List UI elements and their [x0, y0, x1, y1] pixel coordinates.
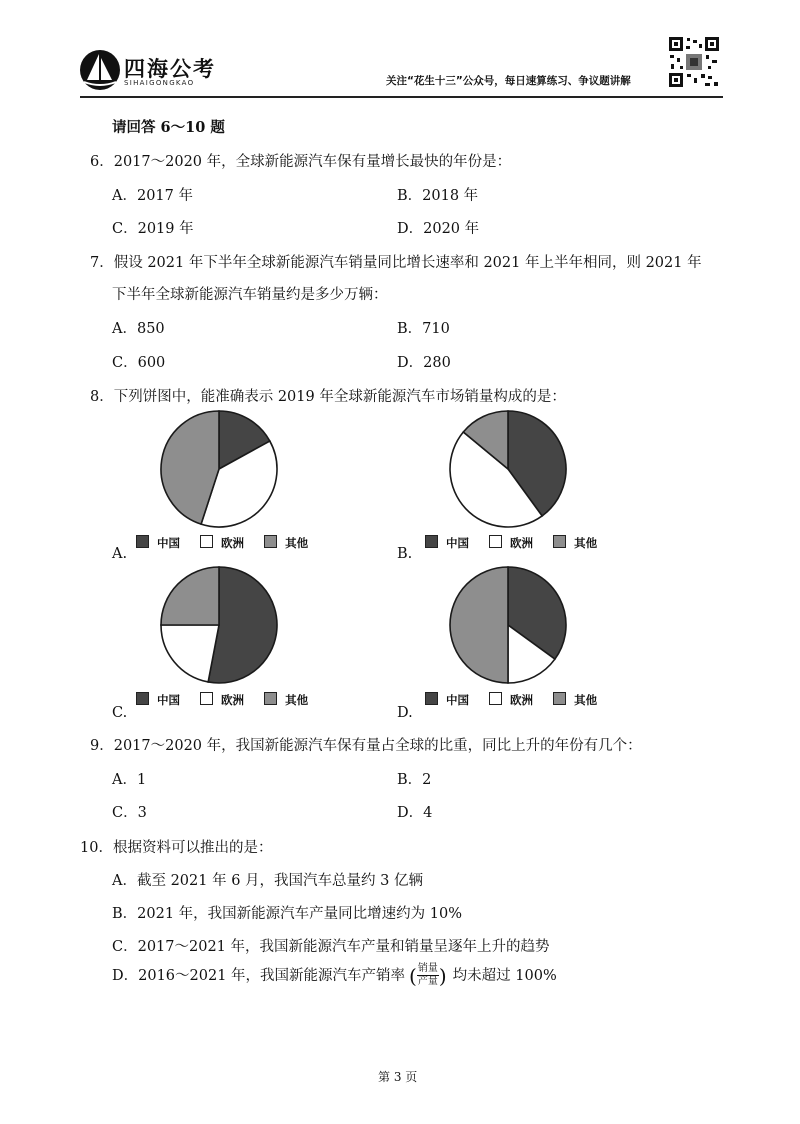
sailboat-logo-icon — [78, 48, 122, 92]
q6-option-d: D．2020 年 — [397, 221, 480, 237]
legend-europe-swatch — [489, 535, 502, 548]
fraction-paren-open: ( — [409, 963, 417, 988]
q8-option-a: A. — [112, 546, 128, 562]
legend-a — [136, 535, 308, 551]
q6-option-c: C．2019 年 — [112, 221, 194, 237]
page-number: 第 3 页 — [378, 1070, 418, 1084]
q7-stem-line2: 下半年全球新能源汽车销量约是多少万辆： — [112, 287, 388, 303]
legend-china-swatch — [425, 535, 438, 548]
q10-stem: 10．根据资料可以推出的是： — [80, 840, 273, 856]
qr-code-icon — [668, 36, 720, 88]
fraction-denominator: 产量 — [417, 976, 438, 987]
legend-china-label: 中国 — [446, 693, 470, 707]
header-divider — [80, 96, 723, 98]
q10-option-b: B．2021 年，我国新能源汽车产量同比增速约为 10% — [112, 906, 463, 922]
legend-china-swatch — [136, 692, 149, 705]
q9-stem: 9．2017～2020 年，我国新能源汽车保有量占全球的比重，同比上升的年份有几个： — [90, 738, 642, 754]
legend-europe-label: 欧洲 — [221, 693, 245, 707]
brand-subtitle: SIHAIGONGKAO — [124, 79, 195, 87]
q8-stem: 8．下列饼图中，能准确表示 2019 年全球新能源汽车市场销量构成的是： — [90, 389, 566, 405]
section-intro: 请回答 6～10 题 — [112, 119, 225, 136]
q7-option-d: D．280 — [397, 355, 451, 371]
qr-code — [668, 36, 720, 88]
q8-option-b: B. — [397, 546, 413, 562]
pie-chart-c — [158, 564, 280, 686]
q8-option-d: D. — [397, 705, 413, 721]
legend-other-label: 其他 — [285, 536, 309, 550]
q10-option-a: A．截至 2021 年 6 月，我国汽车总量约 3 亿辆 — [112, 873, 423, 889]
fraction-paren-close: ) — [438, 963, 447, 988]
legend-other-label: 其他 — [285, 693, 309, 707]
legend-other-label: 其他 — [574, 536, 598, 550]
legend-europe-swatch — [200, 692, 213, 705]
q7-option-b: B．710 — [397, 321, 450, 337]
legend-other-swatch — [553, 535, 566, 548]
q6-option-a: A．2017 年 — [112, 188, 193, 204]
pie-chart-d — [447, 564, 569, 686]
q10-option-d-suffix: 均未超过 100% — [452, 967, 557, 984]
legend-b — [425, 535, 597, 551]
fraction-numerator: 销量 — [417, 963, 438, 974]
q8-option-c: C. — [112, 705, 128, 721]
legend-china-label: 中国 — [157, 693, 181, 707]
legend-china-swatch — [425, 692, 438, 705]
q9-option-d: D．4 — [397, 805, 433, 821]
legend-china-label: 中国 — [446, 536, 470, 550]
legend-europe-label: 欧洲 — [221, 536, 245, 550]
legend-other-swatch — [264, 692, 277, 705]
pie-slice-other — [450, 567, 508, 683]
legend-other-swatch — [553, 692, 566, 705]
legend-other-swatch — [264, 535, 277, 548]
fraction — [417, 963, 439, 988]
brand-logo — [78, 48, 122, 92]
legend-europe-swatch — [489, 692, 502, 705]
q9-option-c: C．3 — [112, 805, 147, 821]
pie-slice-other — [161, 567, 219, 625]
pie-chart-b — [447, 408, 569, 530]
legend-c — [136, 692, 308, 708]
legend-europe-label: 欧洲 — [510, 536, 534, 550]
pie-chart-a — [158, 408, 280, 530]
q10-option-d — [112, 963, 557, 988]
q7-option-c: C．600 — [112, 355, 166, 371]
q7-option-a: A．850 — [112, 321, 165, 337]
q10-option-c: C．2017～2021 年，我国新能源汽车产量和销量呈逐年上升的趋势 — [112, 939, 550, 955]
legend-china-swatch — [136, 535, 149, 548]
pie-slice-europe — [161, 625, 219, 682]
q9-option-b: B．2 — [397, 772, 432, 788]
q6-stem: 6．2017～2020 年，全球新能源汽车保有量增长最快的年份是： — [90, 154, 512, 170]
legend-europe-label: 欧洲 — [510, 693, 534, 707]
brand-name: 四海公考 — [124, 57, 216, 81]
q10-option-d-prefix: D．2016～2021 年，我国新能源汽车产销率 — [112, 967, 406, 984]
legend-europe-swatch — [200, 535, 213, 548]
q7-stem-line1: 7．假设 2021 年下半年全球新能源汽车销量同比增长速率和 2021 年上半年相同，则 2021 年 — [90, 255, 702, 271]
header-slogan: 关注“花生十三”公众号，每日速算练习、争议题讲解 — [386, 75, 631, 87]
legend-china-label: 中国 — [157, 536, 181, 550]
q9-option-a: A．1 — [112, 772, 147, 788]
legend-d — [425, 692, 597, 708]
q6-option-b: B．2018 年 — [397, 188, 479, 204]
legend-other-label: 其他 — [574, 693, 598, 707]
